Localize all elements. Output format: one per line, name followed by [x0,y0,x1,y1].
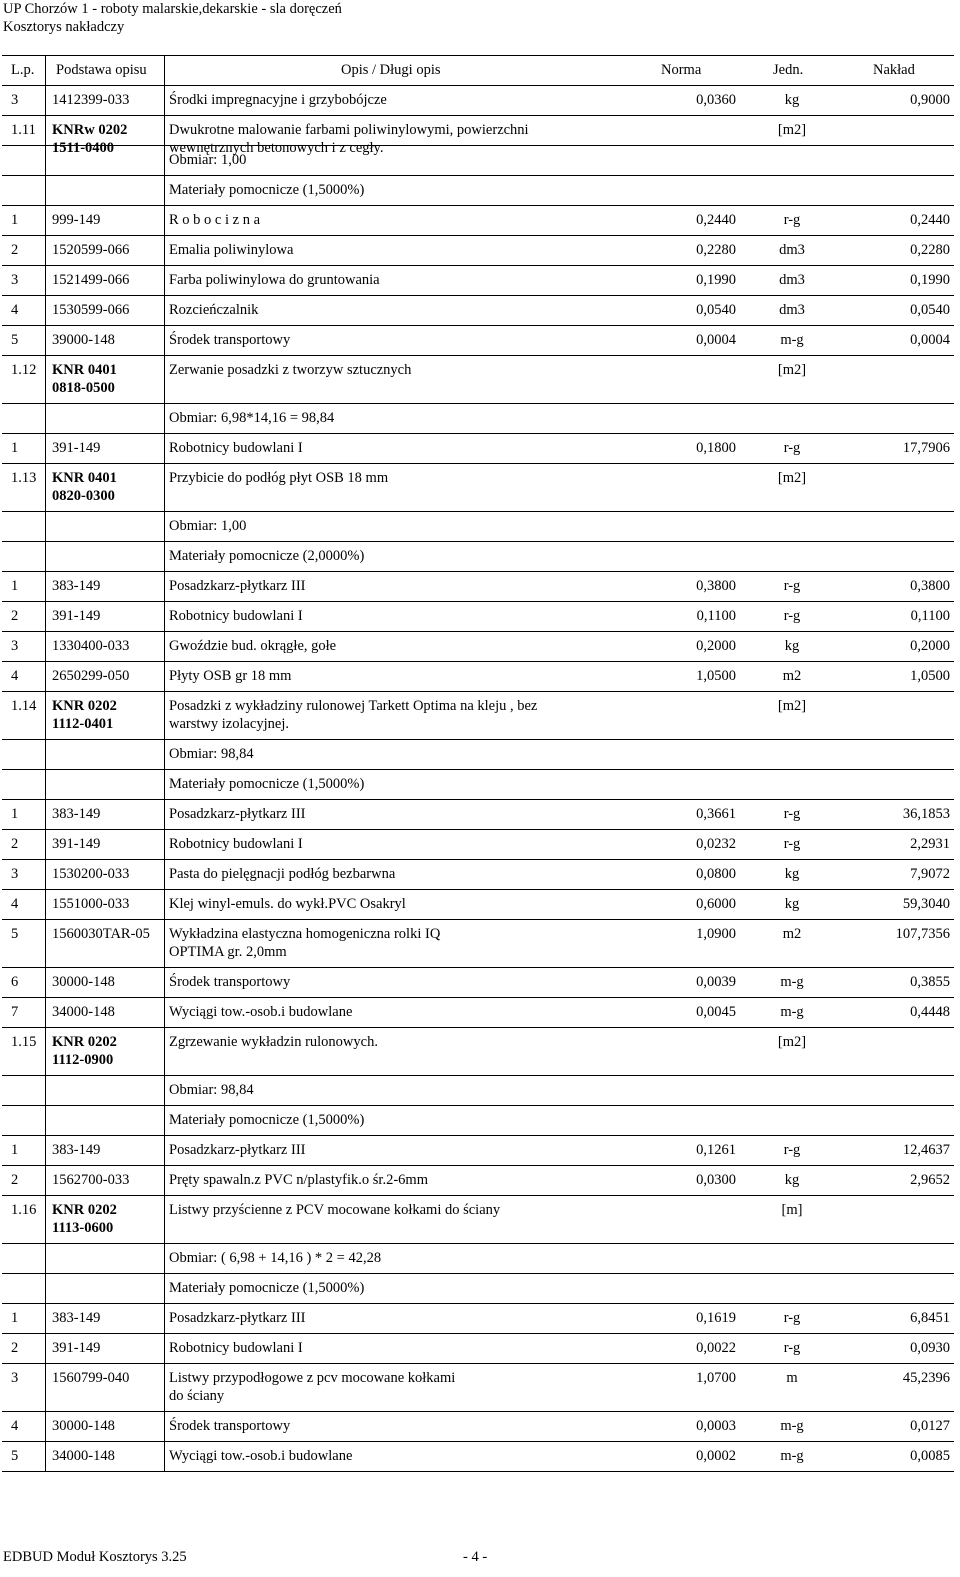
row-description: Posadzkarz-płytkarz III [169,578,306,594]
resource-row [2,967,954,997]
row-amount: 0,4448 [910,1004,950,1020]
position-row [2,1027,954,1075]
row-base: KNR 0202 [52,698,117,714]
row-lp: 1 [11,1310,19,1326]
row-note: Obmiar: 1,00 [169,518,247,534]
row-norma: 0,1100 [696,608,736,624]
row-description: Środki impregnacyjne i grzybobójcze [169,92,387,108]
row-lp: 1 [11,578,19,594]
row-norma: 0,0800 [696,866,736,882]
position-row [2,115,954,156]
row-base: 1112-0900 [52,1052,114,1068]
row-lp: 3 [11,638,19,654]
row-lp: 5 [11,1448,19,1464]
resource-row [2,433,954,463]
row-base: 30000-148 [52,1418,115,1434]
row-norma: 0,6000 [696,896,736,912]
measurement-row [2,175,954,205]
row-description: warstwy izolacyjnej. [169,716,289,732]
row-base: 2650299-050 [52,668,130,684]
row-norma: 1,0700 [696,1370,736,1386]
measurement-row [2,1105,954,1135]
row-base: KNR 0202 [52,1202,117,1218]
row-norma: 0,0360 [696,92,736,108]
row-description: Wykładzina elastyczna homogeniczna rolki IQ [169,926,441,942]
row-norma: 1,0900 [696,926,736,942]
row-base: 0818-0500 [52,380,115,396]
footer-software: EDBUD Moduł Kosztorys 3.25 [3,1549,187,1565]
row-description: Robotnicy budowlani I [169,608,303,624]
row-base: 1530599-066 [52,302,130,318]
row-description: Wyciągi tow.-osob.i budowlane [169,1004,353,1020]
row-lp: 4 [11,302,19,318]
row-description: Wyciągi tow.-osob.i budowlane [169,1448,353,1464]
row-lp: 1 [11,1142,19,1158]
row-base: 1521499-066 [52,272,130,288]
resource-row [2,889,954,919]
row-base: 1562700-033 [52,1172,130,1188]
row-lp: 1 [11,212,19,228]
row-description: Środek transportowy [169,1418,291,1434]
row-base: 391-149 [52,1340,101,1356]
row-description: Posadzkarz-płytkarz III [169,1142,306,1158]
row-lp: 1.13 [11,470,37,486]
resource-row [2,1165,954,1195]
row-unit: [m2] [777,1034,807,1050]
row-amount: 0,2440 [910,212,950,228]
row-amount: 0,0085 [910,1448,950,1464]
row-base: 1330400-033 [52,638,130,654]
table-header-row [2,55,954,85]
row-amount: 107,7356 [895,926,950,942]
footer-page-number: - 4 - [463,1549,488,1565]
row-lp: 3 [11,866,19,882]
column-header-lp: L.p. [11,62,35,78]
row-lp: 3 [11,1370,19,1386]
resource-row [2,601,954,631]
row-note: Obmiar: ( 6,98 + 14,16 ) * 2 = 42,28 [169,1250,382,1266]
measurement-row [2,769,954,799]
row-description: Przybicie do podłóg płyt OSB 18 mm [169,470,389,486]
row-description: Posadzki z wykładziny rulonowej Tarkett Optima na kleju , bez [169,698,538,714]
row-lp: 2 [11,836,19,852]
row-amount: 45,2396 [902,1370,950,1386]
row-amount: 0,1100 [910,608,950,624]
row-amount: 2,2931 [910,836,950,852]
cost-estimate-table [2,55,954,1472]
row-base: 391-149 [52,836,101,852]
row-lp: 4 [11,668,19,684]
resource-row [2,1135,954,1165]
row-description: Płyty OSB gr 18 mm [169,668,292,684]
position-row [2,1195,954,1243]
row-amount: 0,0127 [910,1418,950,1434]
row-note: Materiały pomocnicze (1,5000%) [169,776,365,792]
row-amount: 59,3040 [902,896,950,912]
row-base: 1560030TAR-05 [52,926,150,942]
row-description: Gwoździe bud. okrągłe, gołe [169,638,337,654]
row-description: Zerwanie posadzki z tworzyw sztucznych [169,362,412,378]
row-norma: 1,0500 [696,668,736,684]
row-norma: 0,0004 [696,332,736,348]
row-description: OPTIMA gr. 2,0mm [169,944,287,960]
row-description: Pasta do pielęgnacji podłóg bezbarwna [169,866,396,882]
row-amount: 7,9072 [910,866,950,882]
row-base: 391-149 [52,608,101,624]
row-unit: kg [784,1172,800,1188]
row-base: 383-149 [52,1142,101,1158]
row-unit: m2 [782,668,802,684]
position-row [2,355,954,403]
resource-row [2,325,954,355]
row-description: Listwy przyścienne z PCV mocowane kołkami do ściany [169,1202,501,1218]
row-norma: 0,0022 [696,1340,736,1356]
resource-row [2,799,954,829]
row-unit: dm3 [779,302,805,318]
resource-row [2,1441,954,1472]
row-description: Zgrzewanie wykładzin rulonowych. [169,1034,378,1050]
row-lp: 7 [11,1004,19,1020]
row-base: 383-149 [52,806,101,822]
column-header-unit: Jedn. [773,62,804,78]
resource-row [2,85,954,115]
row-lp: 1 [11,440,19,456]
row-note: Materiały pomocnicze (1,5000%) [169,1112,365,1128]
row-lp: 1.14 [11,698,37,714]
resource-row [2,859,954,889]
row-norma: 0,2280 [696,242,736,258]
measurement-row [2,145,954,175]
row-note: Materiały pomocnicze (1,5000%) [169,1280,365,1296]
resource-row [2,1363,954,1411]
resource-row [2,1411,954,1441]
row-unit: r-g [783,1310,801,1326]
row-description: Robotnicy budowlani I [169,1340,303,1356]
column-header-description: Opis / Długi opis [341,62,441,78]
row-unit: r-g [783,212,801,228]
row-norma: 0,0003 [696,1418,736,1434]
row-unit: m-g [780,1448,804,1464]
column-header-norma: Norma [661,62,702,78]
row-lp: 1.12 [11,362,37,378]
row-norma: 0,2440 [696,212,736,228]
row-amount: 0,9000 [910,92,950,108]
row-base: KNR 0202 [52,1034,117,1050]
row-description: Emalia poliwinylowa [169,242,294,258]
row-base: 383-149 [52,1310,101,1326]
row-norma: 0,0300 [696,1172,736,1188]
row-unit: [m2] [777,122,807,138]
resource-row [2,1303,954,1333]
row-unit: [m] [781,1202,803,1218]
row-unit: dm3 [779,242,805,258]
row-description: Klej winyl-emuls. do wykł.PVC Osakryl [169,896,406,912]
row-description: Posadzkarz-płytkarz III [169,1310,306,1326]
row-amount: 0,2280 [910,242,950,258]
row-base: 39000-148 [52,332,115,348]
resource-row [2,235,954,265]
row-amount: 0,0004 [910,332,950,348]
row-lp: 1 [11,806,19,822]
row-description: wewnętrznych betonowych i z cegły. [169,140,384,156]
row-unit: m [786,1370,798,1386]
row-unit: r-g [783,440,801,456]
row-lp: 4 [11,1418,19,1434]
row-amount: 0,3855 [910,974,950,990]
row-description: Robotnicy budowlani I [169,440,303,456]
row-unit: m-g [780,1004,804,1020]
row-unit: [m2] [777,362,807,378]
row-norma: 0,0540 [696,302,736,318]
resource-row [2,205,954,235]
row-unit: dm3 [779,272,805,288]
row-unit: r-g [783,1340,801,1356]
row-lp: 1.16 [11,1202,37,1218]
row-amount: 17,7906 [902,440,950,456]
row-amount: 0,0930 [910,1340,950,1356]
row-lp: 5 [11,926,19,942]
row-amount: 12,4637 [902,1142,950,1158]
row-note: Materiały pomocnicze (2,0000%) [169,548,365,564]
resource-row [2,571,954,601]
row-base: 30000-148 [52,974,115,990]
table-body [2,85,954,1472]
row-base: 999-149 [52,212,101,228]
measurement-row [2,403,954,433]
row-note: Obmiar: 98,84 [169,1082,254,1098]
row-base: 1520599-066 [52,242,130,258]
row-lp: 2 [11,1172,19,1188]
row-lp: 2 [11,608,19,624]
row-note: Materiały pomocnicze (1,5000%) [169,182,365,198]
position-row [2,691,954,739]
row-unit: kg [784,92,800,108]
resource-row [2,631,954,661]
row-unit: r-g [783,836,801,852]
row-description: do ściany [169,1388,225,1404]
row-base: 1113-0600 [52,1220,114,1236]
measurement-row [2,1075,954,1105]
document-title: UP Chorzów 1 - roboty malarskie,dekarskie - sla doręczeń [3,1,342,17]
row-base: 1560799-040 [52,1370,130,1386]
row-description: Rozcieńczalnik [169,302,259,318]
row-norma: 0,1619 [696,1310,736,1326]
row-unit: m-g [780,332,804,348]
row-unit: m2 [782,926,802,942]
row-amount: 0,2000 [910,638,950,654]
row-norma: 0,0045 [696,1004,736,1020]
row-description: Farba poliwinylowa do gruntowania [169,272,380,288]
row-amount: 0,1990 [910,272,950,288]
row-base: 1551000-033 [52,896,130,912]
row-description: Środek transportowy [169,974,291,990]
row-norma: 0,0232 [696,836,736,852]
row-unit: r-g [783,578,801,594]
row-base: 1530200-033 [52,866,130,882]
row-lp: 2 [11,1340,19,1356]
row-lp: 2 [11,242,19,258]
row-note: Obmiar: 6,98*14,16 = 98,84 [169,410,335,426]
resource-row [2,295,954,325]
row-unit: kg [784,638,800,654]
row-amount: 2,9652 [910,1172,950,1188]
row-base: 383-149 [52,578,101,594]
resource-row [2,997,954,1027]
row-base: 34000-148 [52,1004,115,1020]
row-norma: 0,3800 [696,578,736,594]
row-description: Listwy przypodłogowe z pcv mocowane kołkami [169,1370,456,1386]
document-subtitle: Kosztorys nakładczy [3,19,125,35]
row-norma: 0,0039 [696,974,736,990]
row-norma: 0,0002 [696,1448,736,1464]
row-base: KNR 0401 [52,362,117,378]
row-base: 34000-148 [52,1448,115,1464]
row-description: Pręty spawaln.z PVC n/plastyfik.o śr.2-6mm [169,1172,428,1188]
row-norma: 0,1800 [696,440,736,456]
row-unit: r-g [783,608,801,624]
row-amount: 0,3800 [910,578,950,594]
resource-row [2,919,954,967]
resource-row [2,1333,954,1363]
row-description: Środek transportowy [169,332,291,348]
row-lp: 5 [11,332,19,348]
row-base: 1412399-033 [52,92,130,108]
measurement-row [2,1243,954,1273]
row-norma: 0,1990 [696,272,736,288]
row-lp: 3 [11,92,19,108]
measurement-row [2,511,954,541]
row-lp: 1.11 [11,122,36,138]
row-lp: 3 [11,272,19,288]
row-base: 1511-0400 [52,140,115,156]
row-note: Obmiar: 1,00 [169,152,247,168]
row-description: R o b o c i z n a [169,212,261,228]
document-header [3,0,342,36]
row-amount: 1,0500 [910,668,950,684]
row-base: KNR 0401 [52,470,117,486]
row-amount: 36,1853 [902,806,950,822]
row-norma: 0,1261 [696,1142,736,1158]
row-description: Dwukrotne malowanie farbami poliwinylowymi, powierzchni [169,122,529,138]
row-unit: kg [784,866,800,882]
row-lp: 1.15 [11,1034,37,1050]
resource-row [2,829,954,859]
row-unit: r-g [783,1142,801,1158]
row-base: 1112-0401 [52,716,114,732]
row-lp: 4 [11,896,19,912]
row-description: Posadzkarz-płytkarz III [169,806,306,822]
row-unit: r-g [783,806,801,822]
column-header-amount: Nakład [873,62,915,78]
row-norma: 0,3661 [696,806,736,822]
row-amount: 0,0540 [910,302,950,318]
row-unit: [m2] [777,470,807,486]
column-header-base: Podstawa opisu [56,62,147,78]
row-note: Obmiar: 98,84 [169,746,254,762]
row-unit: m-g [780,1418,804,1434]
row-unit: [m2] [777,698,807,714]
row-unit: kg [784,896,800,912]
row-base: 0820-0300 [52,488,115,504]
measurement-row [2,739,954,769]
measurement-row [2,1273,954,1303]
row-description: Robotnicy budowlani I [169,836,303,852]
row-base: KNRw 0202 [52,122,128,138]
row-lp: 6 [11,974,19,990]
row-unit: m-g [780,974,804,990]
row-norma: 0,2000 [696,638,736,654]
measurement-row [2,541,954,571]
position-row [2,463,954,511]
row-amount: 6,8451 [910,1310,950,1326]
resource-row [2,661,954,691]
row-base: 391-149 [52,440,101,456]
resource-row [2,265,954,295]
